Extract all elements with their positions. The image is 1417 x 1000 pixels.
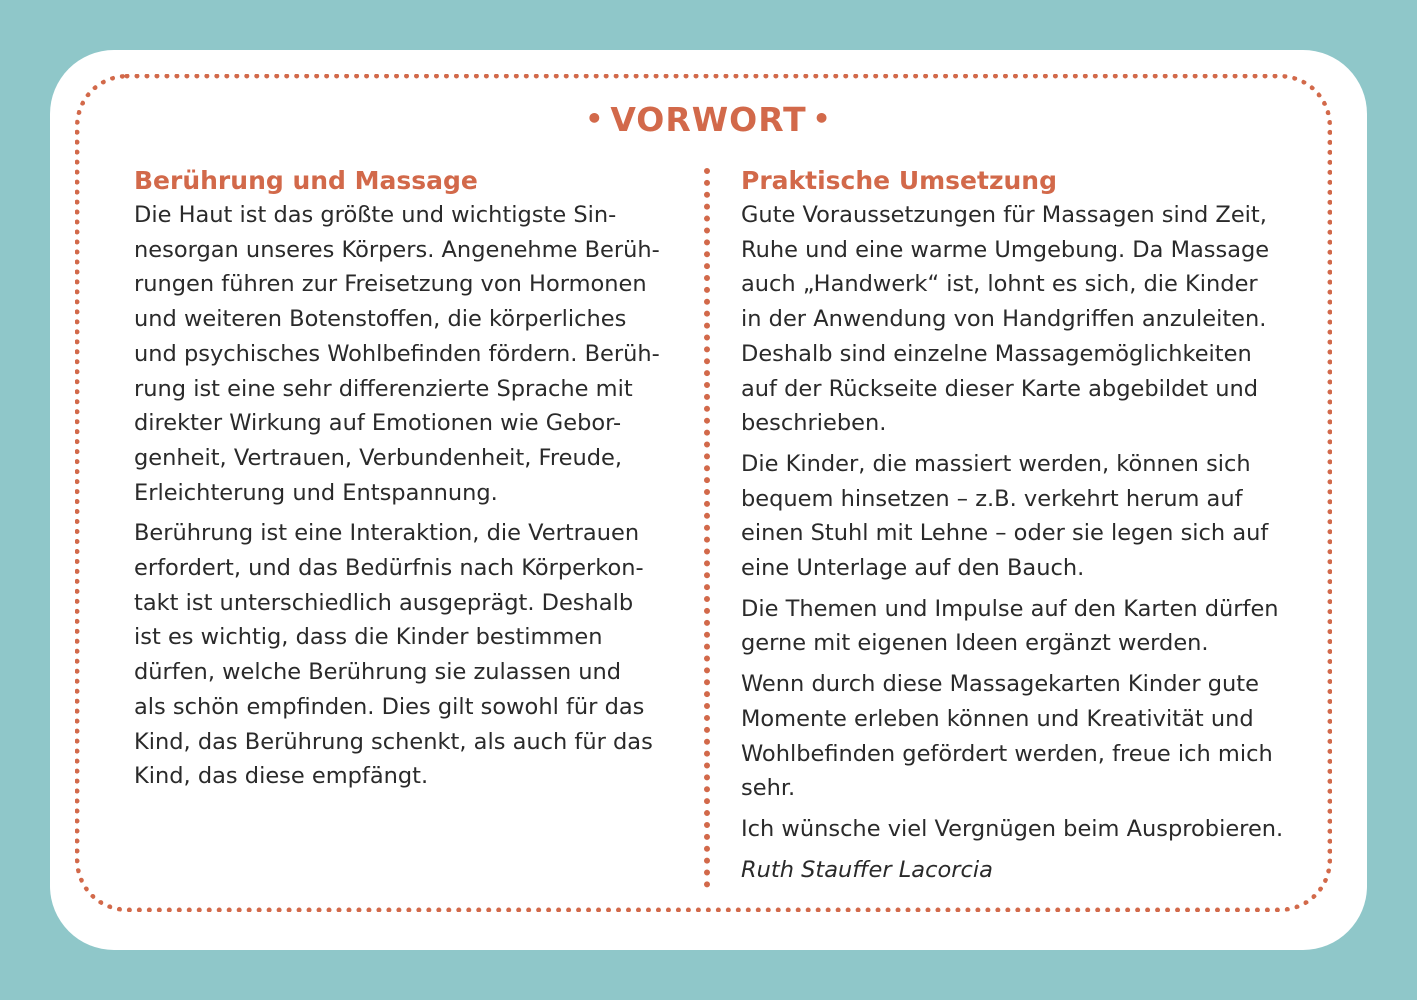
left-column-heading: Berührung und Massage bbox=[134, 166, 478, 195]
right-paragraph-4: Wenn durch diese Massagekarten Kinder gute Momente erleben können und Kreativität und Wohlbefinden gefördert werden, freue ich mich sehr. bbox=[741, 671, 1273, 802]
left-paragraph-2: Berührung ist eine Interaktion, die Vertrauen erfordert, und das Bedürfnis nach Körperkon- takt ist unterschiedlich ausgeprägt. Deshalb ist es wichtig, dass die Kinder bestimmen dürfen, welche Berührung sie zulassen und als schön empfinden. Dies gilt sowohl für das Kind, das Berührung schenkt, als auch für das Kind, das diese empfängt. bbox=[134, 520, 653, 790]
right-column bbox=[741, 164, 1311, 887]
title-bullet-right: • bbox=[812, 102, 832, 135]
card bbox=[50, 50, 1367, 950]
page-title bbox=[50, 100, 1367, 139]
column-divider bbox=[704, 168, 710, 888]
title-text: VORWORT bbox=[610, 100, 807, 139]
title-bullet-left: • bbox=[585, 102, 605, 135]
right-paragraph-5: Ich wünsche viel Vergnügen beim Ausprobieren. bbox=[741, 815, 1284, 842]
author-signature: Ruth Stauffer Lacorcia bbox=[741, 856, 993, 883]
right-column-heading: Praktische Umsetzung bbox=[741, 166, 1058, 195]
right-paragraph-3: Die Themen und Impulse auf den Karten dürfen gerne mit eigenen Ideen ergänzt werden. bbox=[741, 595, 1279, 657]
left-paragraph-1: Die Haut ist das größte und wichtigste Sin- nesorgan unseres Körpers. Angenehme Berüh- rungen führen zur Freisetzung von Hormonen und weiteren Botenstoffen, die körperliches und psychisches Wohlbefinden fördern. Berüh- rung ist eine sehr differenzierte Sprache mit direkter Wirkung auf Emotionen wie Gebor- genheit, Vertrauen, Verbundenheit, Freude, Erleichterung und Entspannung. bbox=[134, 202, 660, 506]
left-column bbox=[134, 164, 684, 800]
right-paragraph-2: Die Kinder, die massiert werden, können sich bequem hinsetzen – z.B. verkehrt herum auf einen Stuhl mit Lehne – oder sie legen sich auf eine Unterlage auf den Bauch. bbox=[741, 450, 1269, 582]
right-paragraph-1: Gute Voraussetzungen für Massagen sind Zeit, Ruhe und eine warme Umgebung. Da Massage auch „Handwerk“ ist, lohnt es sich, die Kinder in der Anwendung von Handgriffen anzuleiten. Deshalb sind einzelne Massagemöglichkeiten auf der Rückseite dieser Karte abgebildet und beschrieben. bbox=[741, 202, 1270, 437]
